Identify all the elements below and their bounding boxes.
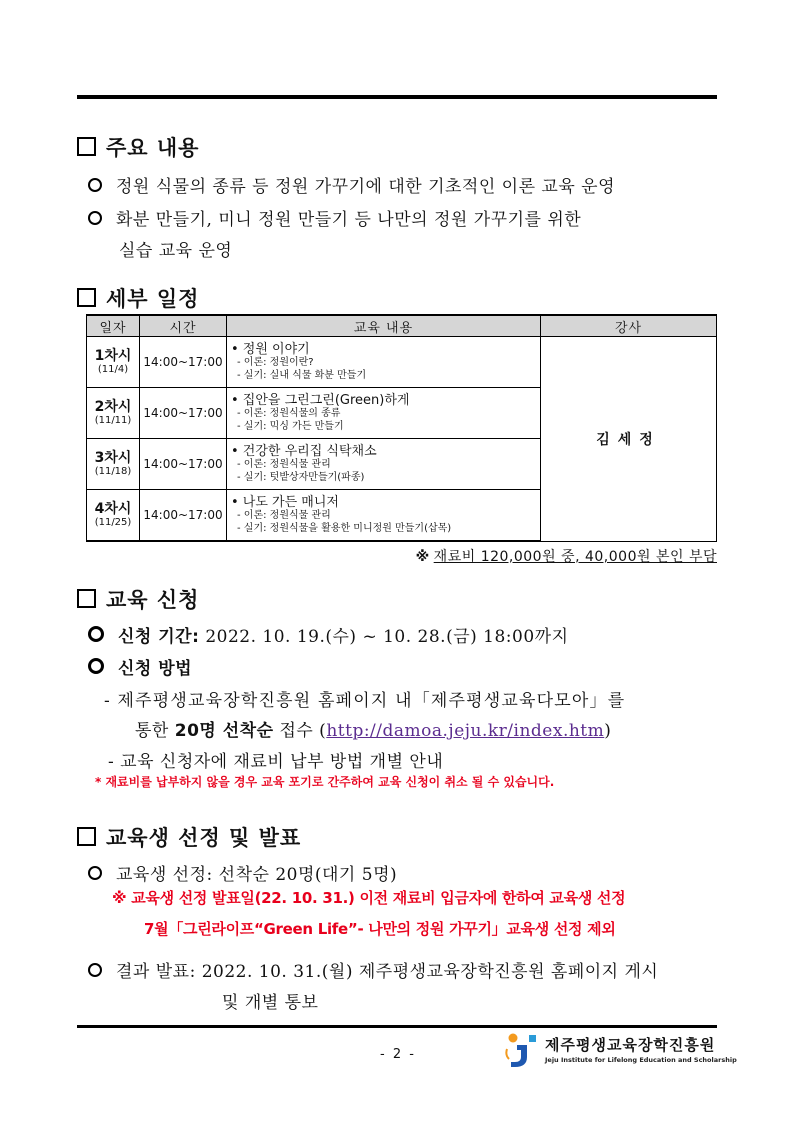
institute-name-en: Jeju Institute for Lifelong Education and Scholarship bbox=[545, 1056, 737, 1064]
apply-method-line: 통한 20명 선착순 접수 (http://damoa.jeju.kr/index.htm) bbox=[135, 721, 612, 741]
circle-bullet-icon bbox=[88, 211, 102, 225]
apply-method-label: 신청 방법 bbox=[88, 654, 192, 679]
checkbox-square-icon bbox=[77, 137, 96, 156]
institute-name: 제주평생교육장학진흥원 bbox=[545, 1036, 716, 1054]
day-cell: 1차시 (11/4) bbox=[87, 337, 140, 388]
time-cell: 14:00~17:00 bbox=[140, 388, 227, 439]
day-cell: 3차시 (11/18) bbox=[87, 439, 140, 490]
apply-method-line: - 교육 신청자에 재료비 납부 방법 개별 안내 bbox=[108, 752, 444, 772]
result-announcement-continuation: 및 개별 통보 bbox=[222, 993, 319, 1013]
column-header-lecturer: 강사 bbox=[541, 315, 717, 337]
apply-method-line: - 제주평생교육장학진흥원 홈페이지 내「제주평생교육다모아」를 bbox=[104, 691, 626, 711]
circle-bullet-icon bbox=[88, 178, 102, 192]
top-rule bbox=[77, 95, 717, 99]
cancellation-warning: * 재료비를 납부하지 않을 경우 교육 포기로 간주하여 교육 신청이 취소 될 수 있습니다. bbox=[95, 775, 555, 789]
cost-note: ※ 재료비 120,000원 중, 40,000원 본인 부담 bbox=[415, 549, 717, 565]
time-cell: 14:00~17:00 bbox=[140, 337, 227, 388]
day-cell: 4차시 (11/25) bbox=[87, 490, 140, 542]
section-heading-selection: 교육생 선정 및 발표 bbox=[77, 822, 301, 852]
selection-item: 교육생 선정: 선착순 20명(대기 5명) bbox=[88, 860, 397, 885]
page-number: - 2 - bbox=[380, 1047, 416, 1062]
column-header-content: 교육 내용 bbox=[227, 315, 541, 337]
content-cell: • 나도 가든 매니저 - 이론: 정원식물 관리 - 실기: 정원식물을 활용한 미니정원 만들기(삽목) bbox=[227, 490, 541, 542]
content-cell: • 정원 이야기 - 이론: 정원이란? - 실기: 실내 식물 화분 만들기 bbox=[227, 337, 541, 388]
list-item-continuation: 실습 교육 운영 bbox=[119, 241, 233, 261]
section-heading-main-content: 주요 내용 bbox=[77, 132, 199, 162]
time-cell: 14:00~17:00 bbox=[140, 439, 227, 490]
selection-notice-line: 7월「그린라이프“Green Life”- 나만의 정원 가꾸기」교육생 선정 제외 bbox=[144, 920, 616, 938]
result-announcement: 결과 발표: 2022. 10. 31.(월) 제주평생교육장학진흥원 홈페이지 게시 bbox=[88, 957, 658, 982]
apply-period: 신청 기간: 2022. 10. 19.(수) ~ 10. 28.(금) 18:00까지 bbox=[88, 622, 569, 647]
lecturer-cell: 김세정 bbox=[541, 337, 717, 542]
checkbox-square-icon bbox=[77, 288, 96, 307]
circle-bullet-icon bbox=[88, 866, 102, 880]
list-item: 정원 식물의 종류 등 정원 가꾸기에 대한 기초적인 이론 교육 운영 bbox=[88, 172, 615, 197]
content-cell: • 집안을 그린그린(Green)하게 - 이론: 정원식물의 종류 - 실기: 믹싱 가든 만들기 bbox=[227, 388, 541, 439]
schedule-table bbox=[86, 314, 717, 542]
section-heading-apply: 교육 신청 bbox=[77, 584, 199, 614]
circle-bullet-icon bbox=[88, 658, 104, 674]
institute-logo-icon bbox=[503, 1031, 539, 1069]
circle-bullet-icon bbox=[88, 626, 104, 642]
section-heading-schedule: 세부 일정 bbox=[77, 283, 199, 313]
table-header-row bbox=[87, 315, 717, 337]
column-header-day: 일자 bbox=[87, 315, 140, 337]
circle-bullet-icon bbox=[88, 963, 102, 977]
bottom-rule bbox=[77, 1025, 717, 1028]
checkbox-square-icon bbox=[77, 589, 96, 608]
column-header-time: 시간 bbox=[140, 315, 227, 337]
list-item: 화분 만들기, 미니 정원 만들기 등 나만의 정원 가꾸기를 위한 bbox=[88, 205, 581, 230]
damoa-link[interactable]: http://damoa.jeju.kr/index.htm bbox=[326, 721, 605, 741]
checkbox-square-icon bbox=[77, 827, 96, 846]
table-row bbox=[87, 337, 717, 388]
day-cell: 2차시 (11/11) bbox=[87, 388, 140, 439]
content-cell: • 건강한 우리집 식탁채소 - 이론: 정원식물 관리 - 실기: 텃밭상자만들기(파종) bbox=[227, 439, 541, 490]
selection-notice-line: ※ 교육생 선정 발표일(22. 10. 31.) 이전 재료비 입금자에 한하여 교육생 선정 bbox=[112, 889, 626, 907]
time-cell: 14:00~17:00 bbox=[140, 490, 227, 542]
